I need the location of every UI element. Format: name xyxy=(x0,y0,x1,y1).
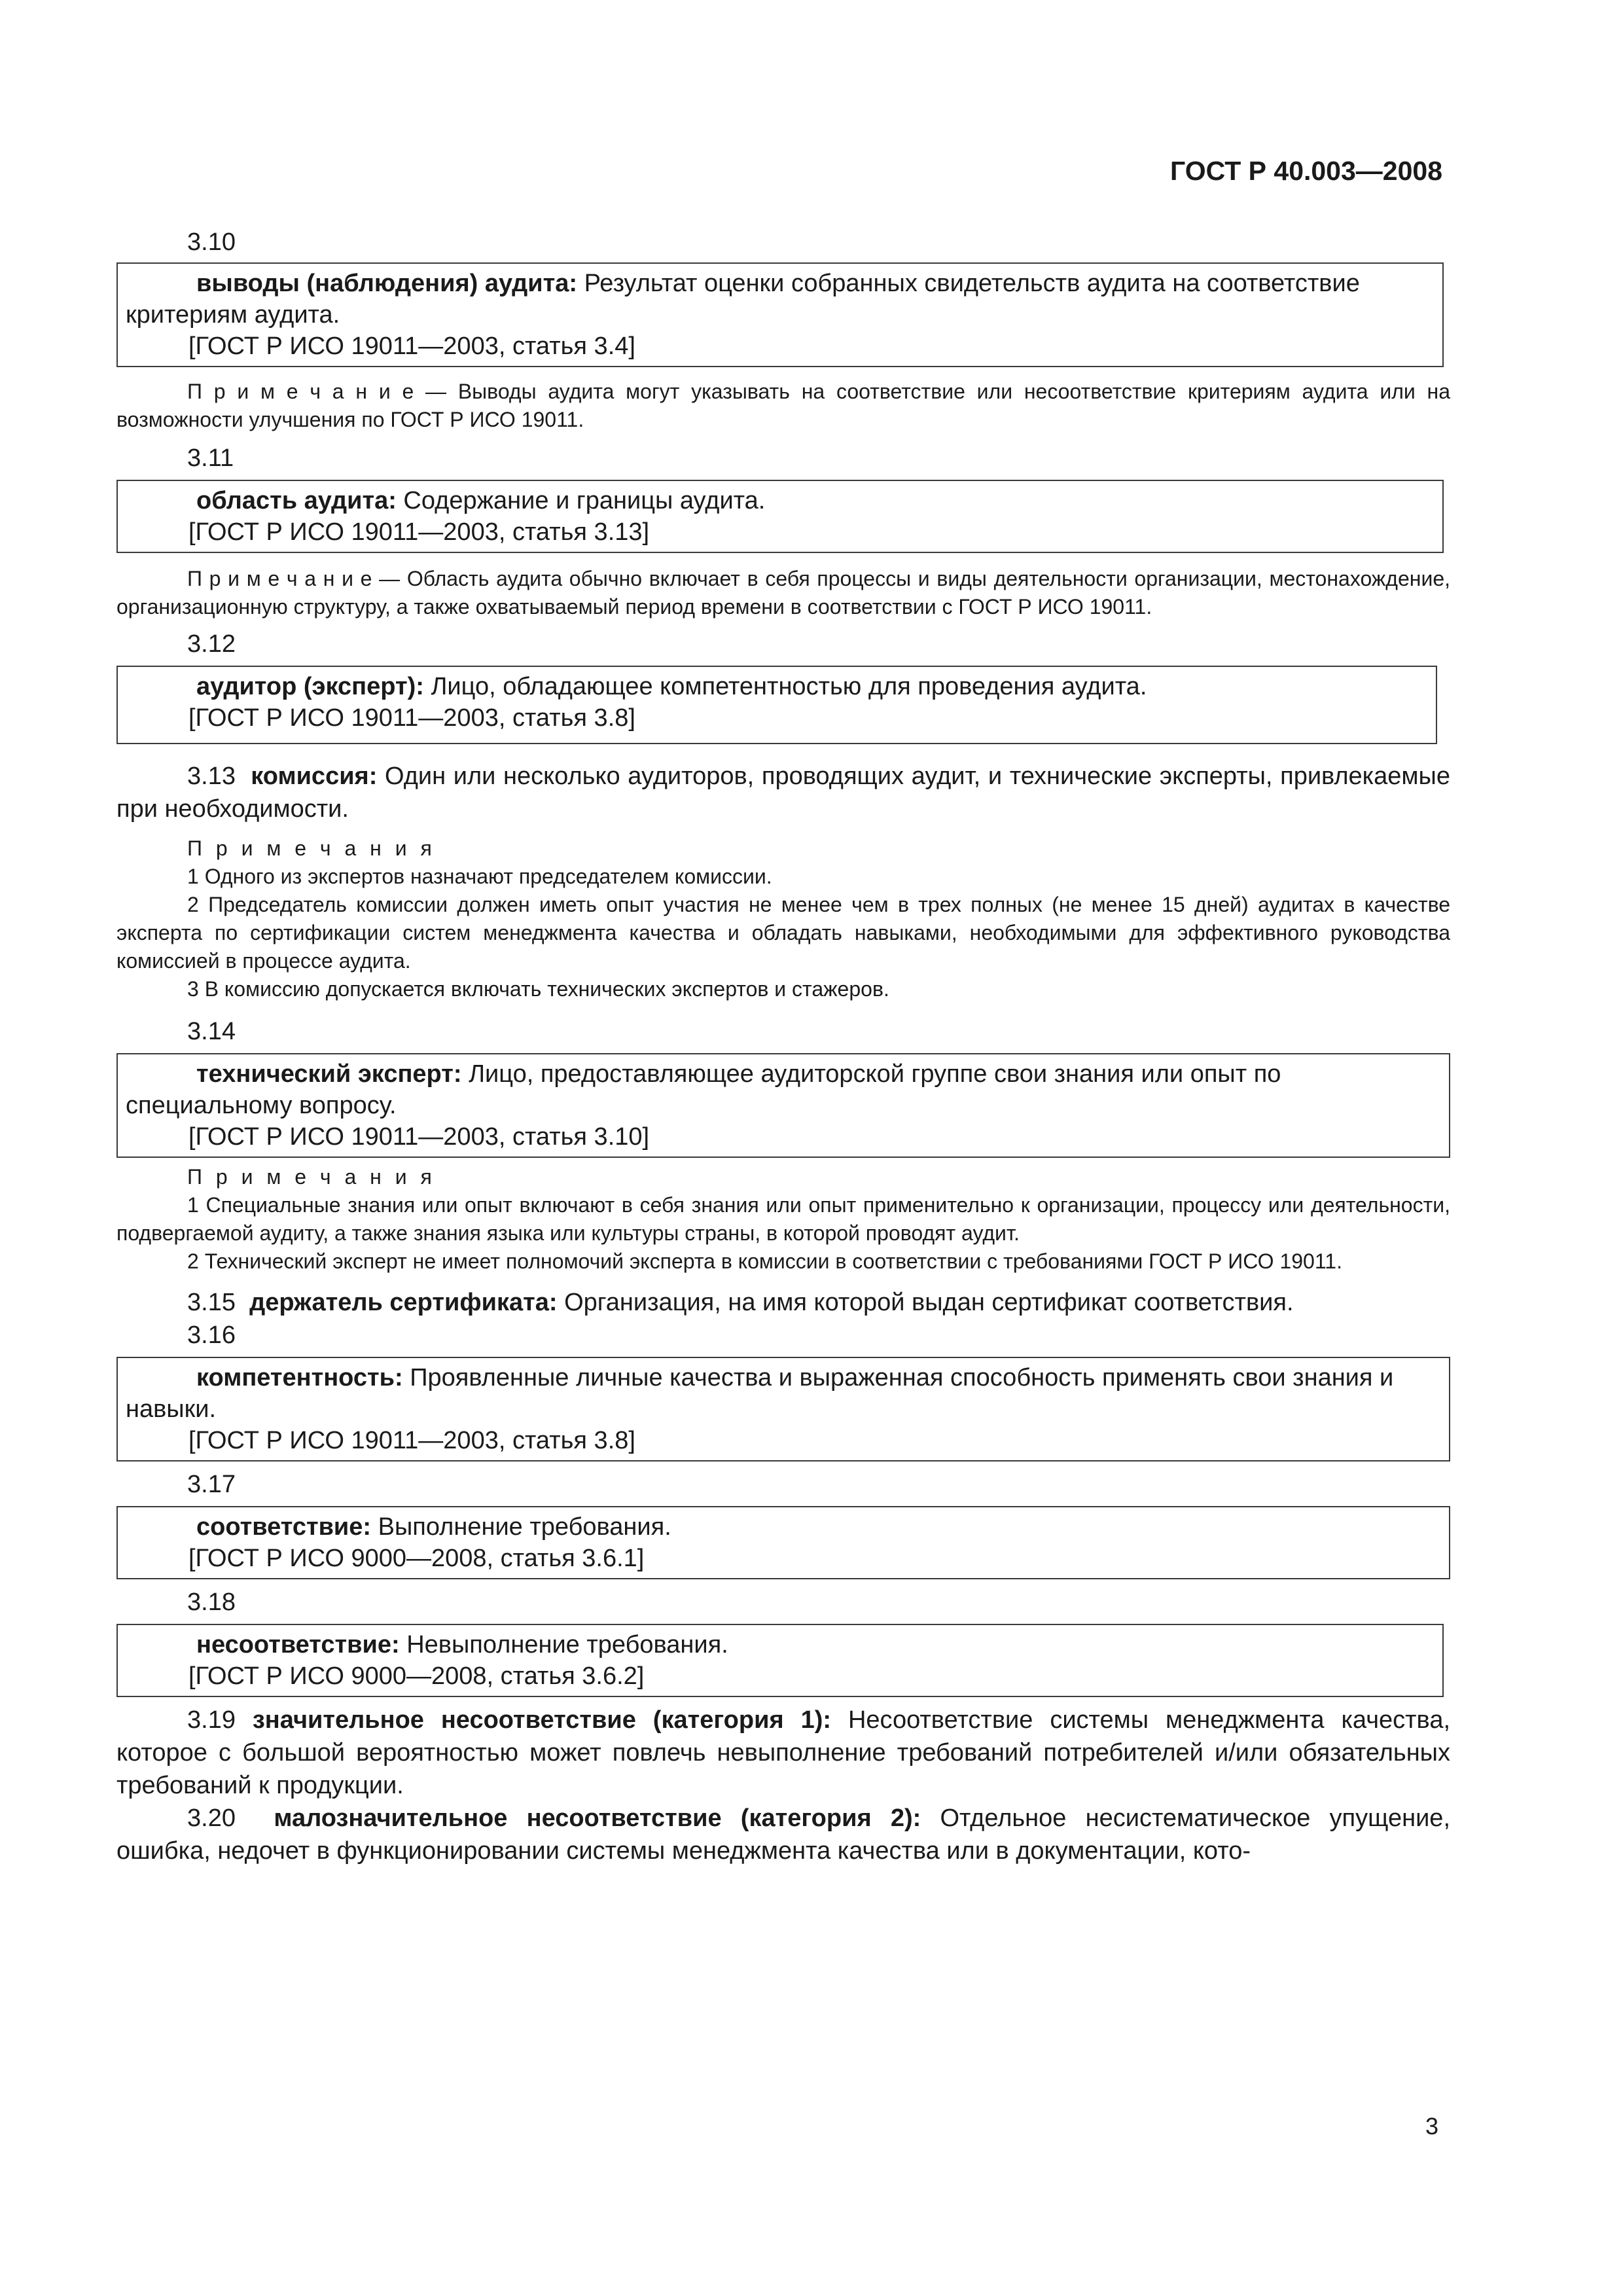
source-reference: [ГОСТ Р ИСО 9000—2008, статья 3.6.1] xyxy=(188,1545,645,1572)
definition-box xyxy=(116,1357,1450,1462)
definition: Один или несколько аудиторов, проводящих аудит, и технические эксперты, привлекаемые при необходимости. xyxy=(116,762,1450,823)
definition-text xyxy=(118,485,1429,516)
term: несоответствие: xyxy=(196,1631,400,1659)
definition: Выполнение требования. xyxy=(371,1513,671,1541)
term-paragraph xyxy=(116,1802,1450,1867)
source-reference: [ГОСТ Р ИСО 19011—2003, статья 3.13] xyxy=(188,518,650,546)
note-item: 3 В комиссию допускается включать технических экспертов и стажеров. xyxy=(187,977,889,1001)
note-label: П р и м е ч а н и е — xyxy=(187,380,447,403)
notes xyxy=(116,834,1450,1003)
term: комиссия: xyxy=(251,762,378,790)
definition-text xyxy=(118,1511,1436,1543)
notes-label: П р и м е ч а н и я xyxy=(187,836,436,860)
term-paragraph xyxy=(116,760,1450,825)
source-reference: [ГОСТ Р ИСО 9000—2008, статья 3.6.2] xyxy=(188,1662,645,1690)
term-number: 3.18 xyxy=(187,1588,236,1616)
term-paragraph xyxy=(116,1704,1450,1802)
term-number: 3.19 xyxy=(187,1706,236,1734)
term: технический эксперт: xyxy=(196,1060,462,1088)
source-reference: [ГОСТ Р ИСО 19011—2003, статья 3.8] xyxy=(188,704,635,732)
definition: Лицо, обладающее компетентностью для проведения аудита. xyxy=(423,673,1147,700)
term: малозначительное несоответствие (категория 2): xyxy=(274,1804,921,1832)
term: область аудита: xyxy=(196,487,397,514)
term-number: 3.14 xyxy=(187,1018,236,1045)
definition: Результат оценки собранных свидетельств аудита на соответствие критериям аудита. xyxy=(126,270,1360,329)
definition-text xyxy=(118,671,1423,702)
definition: Проявленные личные качества и выраженная способность применять свои знания и навыки. xyxy=(126,1364,1394,1423)
term: аудитор (эксперт): xyxy=(196,673,424,700)
definition-text xyxy=(118,1629,1429,1660)
note-item: 1 Одного из экспертов назначают председателем комиссии. xyxy=(187,865,772,888)
source-reference: [ГОСТ Р ИСО 19011—2003, статья 3.4] xyxy=(188,332,635,360)
term-number: 3.12 xyxy=(187,630,236,658)
term-number: 3.17 xyxy=(187,1471,236,1498)
term-number: 3.20 xyxy=(187,1804,236,1832)
note xyxy=(116,565,1450,621)
note-text: Выводы аудита могут указывать на соответствие или несоответствие критериям аудита или на возможности улучшения по ГОСТ Р ИСО 19011. xyxy=(116,380,1451,431)
page-number: 3 xyxy=(1425,2113,1438,2140)
definition: Организация, на имя которой выдан сертификат соответствия. xyxy=(557,1289,1294,1316)
term: держатель сертификата: xyxy=(249,1289,558,1316)
definition-text xyxy=(118,1058,1436,1121)
note-text: Область аудита обычно включает в себя процессы и виды деятельности организации, местонахождение, организационную структуру, а также охватываемый период времени в соответствии с ГОСТ Р ИСО 19011. xyxy=(116,567,1451,619)
term-number: 3.13 xyxy=(187,762,236,790)
definition-box xyxy=(116,666,1437,744)
note-label: П р и м е ч а н и е — xyxy=(187,567,401,590)
term-number: 3.16 xyxy=(187,1321,236,1349)
notes xyxy=(116,1163,1450,1276)
term: значительное несоответствие (категория 1): xyxy=(252,1706,832,1734)
definition: Лицо, предоставляющее аудиторской группе свои знания или опыт по специальному вопросу. xyxy=(126,1060,1281,1119)
definition: Невыполнение требования. xyxy=(399,1631,728,1659)
definition: Несоответствие системы менеджмента качества, которое с большой вероятностью может повлечь невыполнение требований потребителей и/или обязательных требований к продукции. xyxy=(116,1706,1451,1799)
definition-box xyxy=(116,262,1444,367)
term-paragraph xyxy=(116,1286,1450,1319)
term: выводы (наблюдения) аудита: xyxy=(196,270,578,297)
definition: Отдельное несистематическое упущение, ошибка, недочет в функционировании системы менеджмента качества или в документации, кото- xyxy=(116,1804,1450,1865)
term-number: 3.15 xyxy=(187,1289,236,1316)
term-number: 3.11 xyxy=(187,444,234,472)
document-header: ГОСТ Р 40.003—2008 xyxy=(1170,156,1442,186)
definition-box xyxy=(116,480,1444,553)
definition-box xyxy=(116,1506,1450,1579)
note xyxy=(116,378,1450,434)
definition: Содержание и границы аудита. xyxy=(396,487,766,514)
notes-label: П р и м е ч а н и я xyxy=(187,1165,436,1189)
source-reference: [ГОСТ Р ИСО 19011—2003, статья 3.8] xyxy=(188,1427,635,1454)
note-item: 1 Специальные знания или опыт включают в себя знания или опыт применительно к организации, процессу или деятельности, подвергаемой аудиту, а также знания языка или культуры страны, в которой проводят аудит. xyxy=(116,1193,1450,1245)
term: соответствие: xyxy=(196,1513,372,1541)
definition-box xyxy=(116,1624,1444,1697)
term: компетентность: xyxy=(196,1364,403,1391)
document-body xyxy=(116,226,1450,1867)
term-number: 3.10 xyxy=(187,228,236,256)
source-reference: [ГОСТ Р ИСО 19011—2003, статья 3.10] xyxy=(188,1123,650,1151)
note-item: 2 Технический эксперт не имеет полномочий эксперта в комиссии в соответствии с требованиями ГОСТ Р ИСО 19011. xyxy=(187,1249,1342,1273)
definition-text xyxy=(118,268,1429,331)
definition-box xyxy=(116,1053,1450,1158)
definition-text xyxy=(118,1362,1436,1425)
note-item: 2 Председатель комиссии должен иметь опыт участия не менее чем в трех полных (не менее 15 дней) аудитах в качестве эксперта по сертификации систем менеджмента качества и обладать навыками, необходимыми для эффективного руководства комиссией в процессе аудита. xyxy=(116,893,1450,973)
